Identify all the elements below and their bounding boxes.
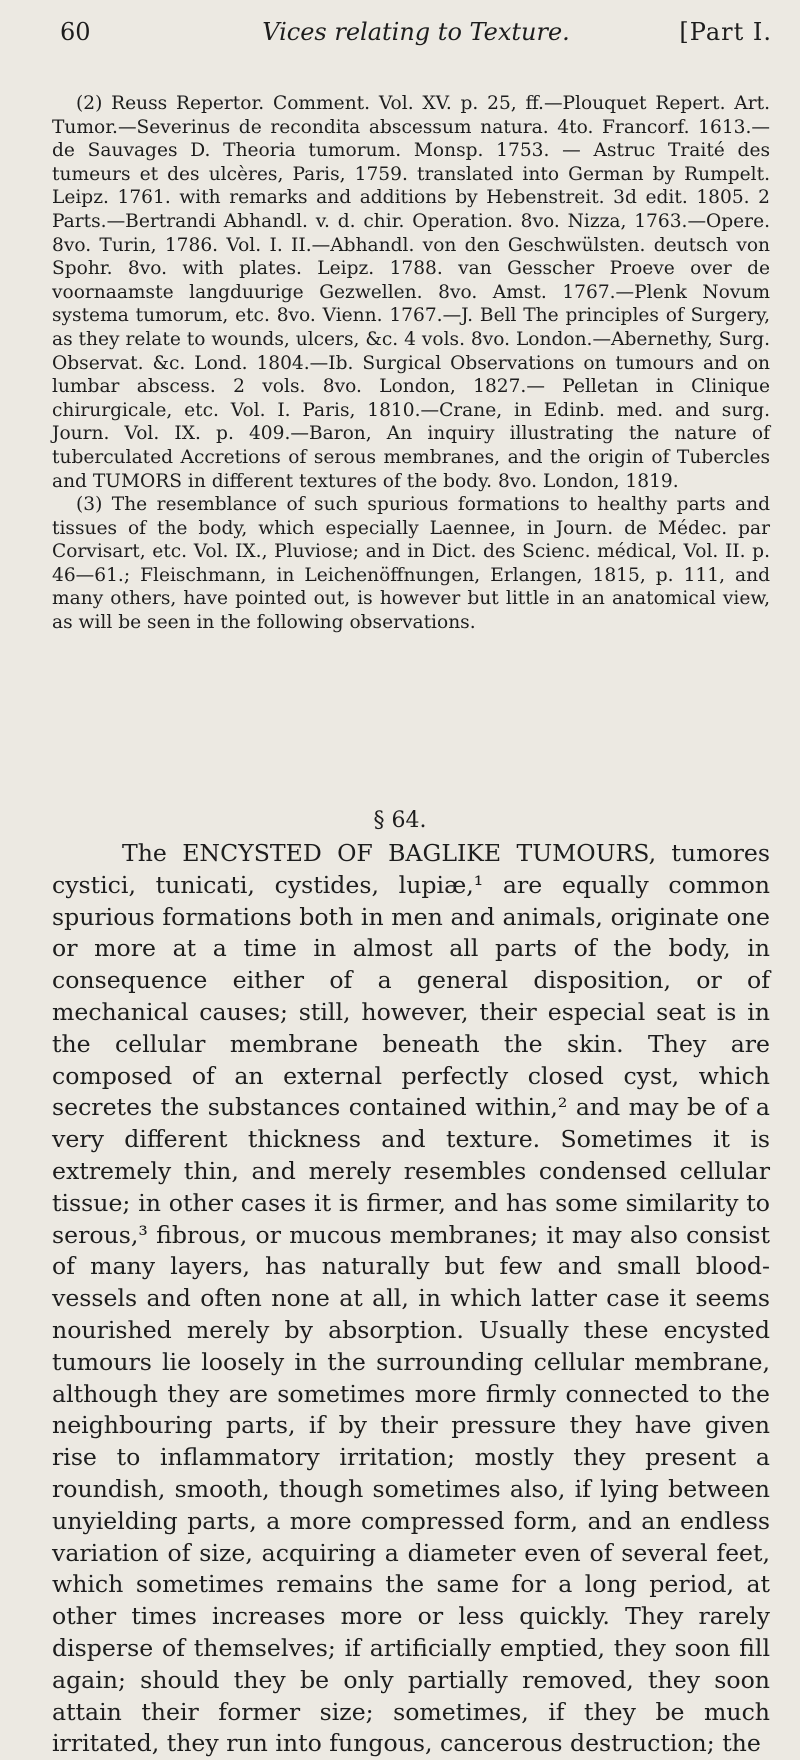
running-title: Vices relating to Texture. — [262, 18, 570, 46]
body-paragraph: The ENCYSTED OF BAGLIKE TUMOURS, tumores cystici, tunicati, cystides, lupiæ,¹ are equally common spurious formations both in men and animals, originate one or more at a time in almost all parts of the body, in consequence either of a general disposition, or of mechanical causes; still, however, their especial seat is in the cellular membrane beneath the skin. They are composed of an external perfectly closed cyst, which secretes the substances contained within,² and may be of a very different thickness and texture. Sometimes it is extremely thin, and merely resembles condensed cellular tissue; in other cases it is firmer, and has some similarity to serous,³ fibrous, or mucous membranes; it may also consist of many layers, has naturally but few and small blood-vessels and often none at all, in which latter case it seems nourished merely by absorption. Usually these encysted tumours lie loosely in the surrounding cellular membrane, although they are sometimes more firmly connected to the neighbouring parts, if by their pressure they have given rise to inflammatory irritation; mostly they present a roundish, smooth, though sometimes also, if lying between unyielding parts, a more compressed form, and an endless variation of size, acquiring a diameter even of several feet, which sometimes remains the same for a long period, at other times increases more or less quickly. They rarely disperse of themselves; if artificially emptied, they soon fill again; should they be only partially removed, they soon attain their former size; sometimes, if they be much irritated, they run into fungous, cancerous destruction; the — [52, 839, 770, 1758]
footnotes-block — [52, 92, 770, 635]
footnote-2: (2) Reuss Repertor. Comment. Vol. XV. p. 25, ff.—Plouquet Repert. Art. Tumor.—Severinus de recondita abscessum natura. 4to. Francorf. 1613.—de Sauvages D. Theoria tumorum. Monsp. 1753. — Astruc Traité des tumeurs et des ulcères, Paris, 1759. translated into German by Rumpelt. Leipz. 1761. with remarks and additions by Hebenstreit. 3d edit. 1805. 2 Parts.—Bertrandi Abhandl. v. d. chir. Operation. 8vo. Nizza, 1763.—Opere. 8vo. Turin, 1786. Vol. I. II.—Abhandl. von den Geschwülsten. deutsch von Spohr. 8vo. with plates. Leipz. 1788. van Gesscher Proeve over de voornaamste langduurige Gezwellen. 8vo. Amst. 1767.—Plenk Novum systema tumorum, etc. 8vo. Vienn. 1767.—J. Bell The principles of Surgery, as they relate to wounds, ulcers, &c. 4 vols. 8vo. London.—Abernethy, Surg. Observat. &c. Lond. 1804.—Ib. Surgical Observations on tumours and on lumbar abscess. 2 vols. 8vo. London, 1827.— Pelletan in Clinique chirurgicale, etc. Vol. I. Paris, 1810.—Crane, in Edinb. med. and surg. Journ. Vol. IX. p. 409.—Baron, An inquiry illustrating the nature of tuberculated Accretions of serous membranes, and the origin of Tubercles and TUMORS in different textures of the body. 8vo. London, 1819. — [52, 93, 770, 492]
part-label: [Part I. — [679, 18, 772, 46]
section-heading: § 64. — [373, 808, 427, 833]
footnote-3: (3) The resemblance of such spurious formations to healthy parts and tissues of the body, which especially Laennee, in Journ. de Médec. par Corvisart, etc. Vol. IX., Pluviose; and in Dict. des Scienc. médical, Vol. II. p. 46—61.; Fleischmann, in Leichenöffnungen, Erlangen, 1815, p. 111, and many others, have pointed out, is however but little in an anatomical view, as will be seen in the following observations. — [52, 494, 770, 634]
page-number: 60 — [60, 18, 91, 46]
main-text — [52, 838, 770, 1760]
running-header — [60, 18, 772, 54]
